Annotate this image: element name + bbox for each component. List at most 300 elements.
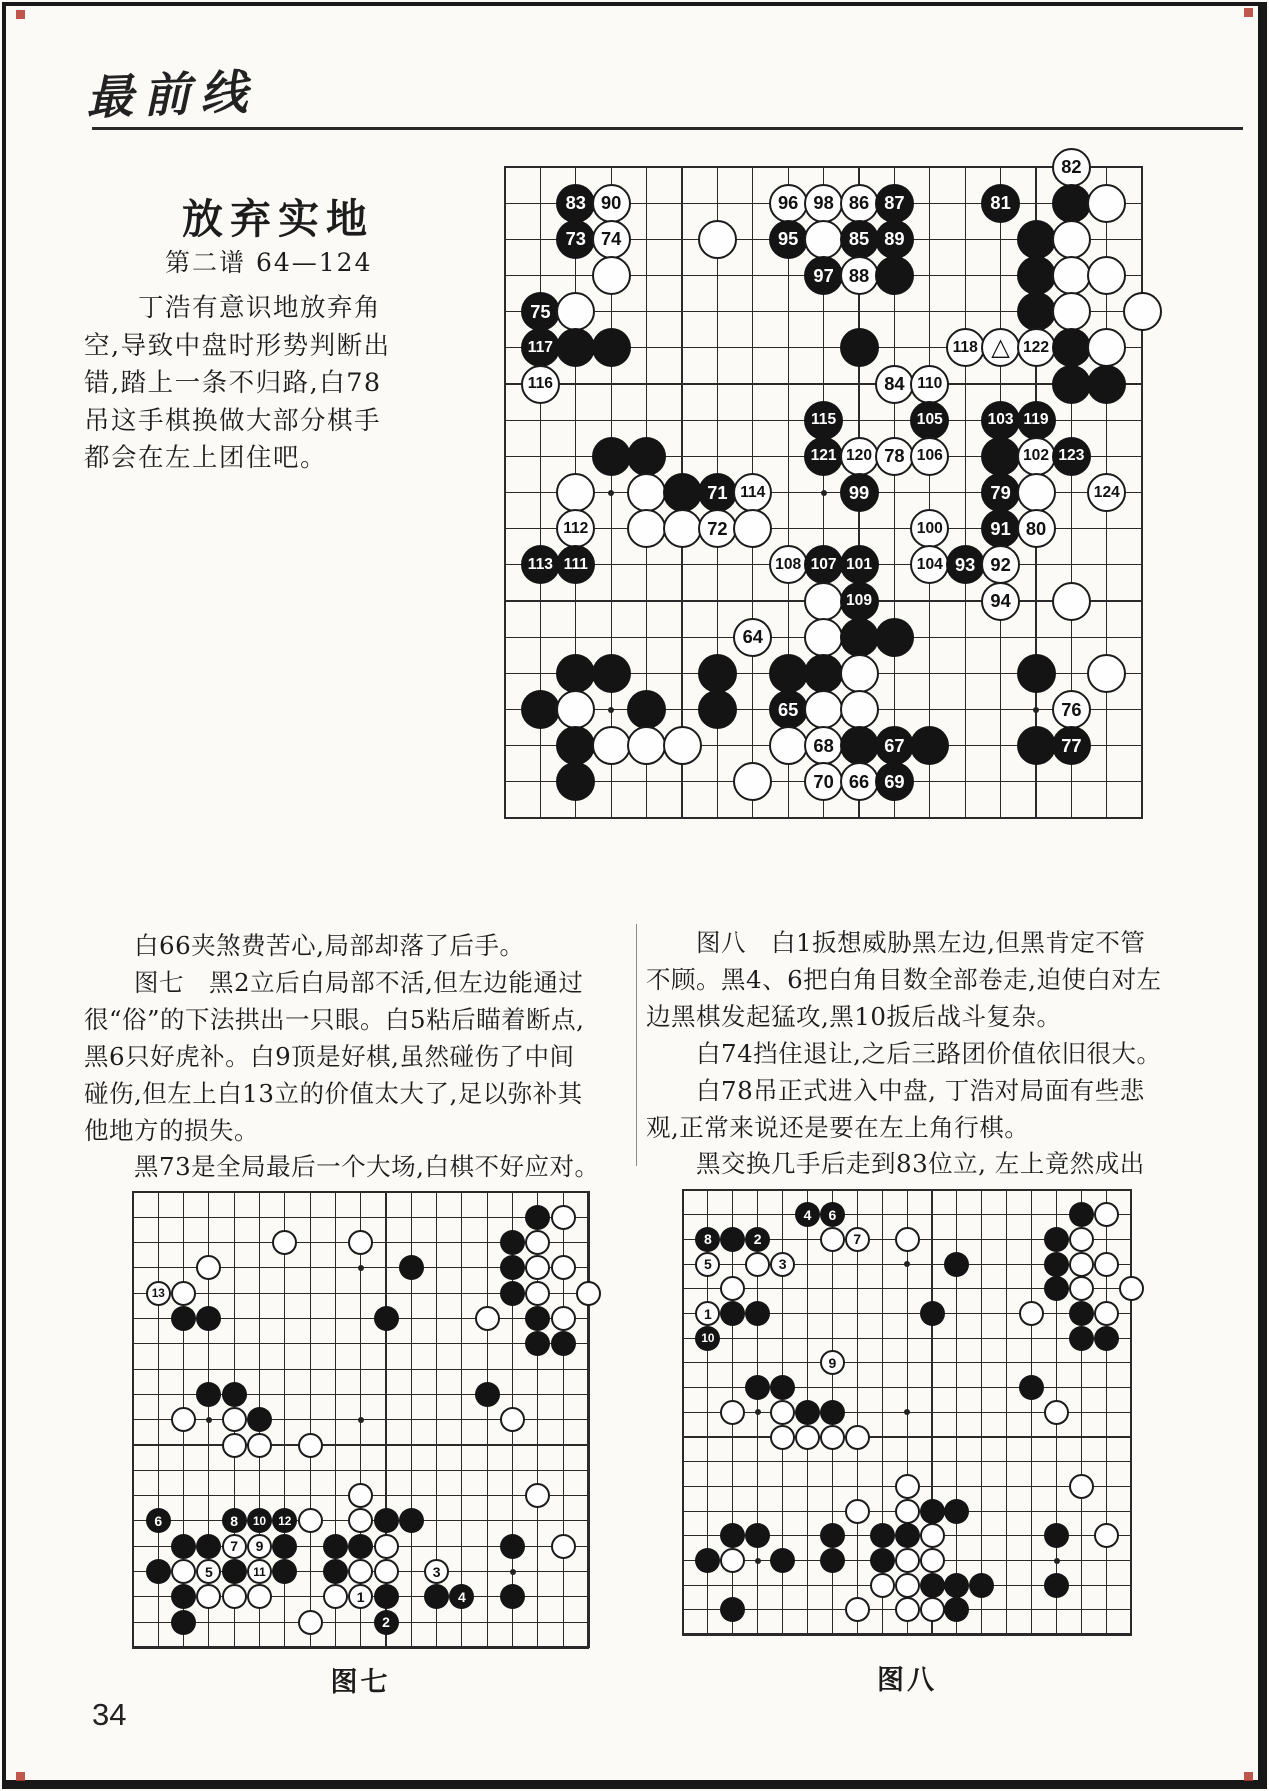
intro-line: 错,踏上一条不归路,白78 [84, 368, 382, 399]
white-stone-move-104: 104 [910, 545, 949, 584]
star-point [904, 1261, 910, 1267]
white-stone [247, 1433, 272, 1458]
board-grid-line [132, 1444, 589, 1445]
star-point [904, 1409, 910, 1415]
black-stone [500, 1255, 525, 1280]
white-stone [551, 1205, 576, 1230]
right-column-line: 白74挡住退让,之后三路团价值依旧很大。 [646, 1038, 1162, 1068]
black-stone [171, 1584, 196, 1609]
board-grid-line [132, 1343, 589, 1344]
black-stone-move-101: 101 [840, 545, 879, 584]
black-stone [399, 1508, 424, 1533]
white-stone [374, 1534, 399, 1559]
white-stone-move-90: 90 [592, 184, 631, 223]
white-stone-move-1: 1 [348, 1584, 373, 1609]
black-stone [525, 1205, 550, 1230]
white-stone [895, 1499, 920, 1524]
article-title: 放弃实地 [182, 195, 374, 243]
black-stone [804, 654, 843, 693]
black-stone [944, 1597, 969, 1622]
column-divider-rule [636, 924, 637, 1166]
white-stone-move-86: 86 [840, 184, 879, 223]
white-stone [1094, 1523, 1119, 1548]
white-stone [196, 1584, 221, 1609]
star-point [206, 1417, 212, 1423]
star-point [755, 1558, 761, 1564]
black-stone [500, 1584, 525, 1609]
white-stone [348, 1508, 373, 1533]
black-stone [870, 1523, 895, 1548]
white-stone-move-124: 124 [1087, 473, 1126, 512]
white-stone-move-92: 92 [981, 545, 1020, 584]
black-stone-move-93: 93 [946, 545, 985, 584]
white-stone-move-78: 78 [875, 437, 914, 476]
white-stone-move-64: 64 [733, 618, 772, 657]
black-stone [920, 1499, 945, 1524]
white-stone [845, 1597, 870, 1622]
white-stone [627, 509, 666, 548]
board-grid-line [682, 1436, 1132, 1437]
white-stone [1017, 473, 1056, 512]
white-stone-move-102: 102 [1017, 437, 1056, 476]
black-stone [698, 654, 737, 693]
white-stone-move-116: 116 [521, 365, 560, 404]
black-stone [1044, 1227, 1069, 1252]
white-stone [920, 1597, 945, 1622]
black-stone-move-91: 91 [981, 509, 1020, 548]
black-stone [820, 1523, 845, 1548]
white-stone-move-114: 114 [733, 473, 772, 512]
black-stone [698, 690, 737, 729]
black-stone-move-85: 85 [840, 220, 879, 259]
black-stone [399, 1255, 424, 1280]
black-stone [500, 1281, 525, 1306]
black-stone-move-89: 89 [875, 220, 914, 259]
black-stone-move-97: 97 [804, 256, 843, 295]
white-stone [804, 690, 843, 729]
white-stone [298, 1610, 323, 1635]
white-stone-move-80: 80 [1017, 509, 1056, 548]
black-stone [500, 1230, 525, 1255]
white-stone [920, 1548, 945, 1573]
black-stone [374, 1508, 399, 1533]
black-stone [820, 1548, 845, 1573]
black-stone-move-10: 10 [247, 1508, 272, 1533]
black-stone [272, 1534, 297, 1559]
black-stone-move-113: 113 [521, 545, 560, 584]
black-stone [720, 1597, 745, 1622]
white-stone-move-9: 9 [247, 1534, 272, 1559]
scan-corner-mark [16, 10, 25, 19]
black-stone [556, 654, 595, 693]
black-stone [1044, 1573, 1069, 1598]
black-stone [272, 1559, 297, 1584]
white-stone [525, 1281, 550, 1306]
left-column-line: 白66夹煞费苦心,局部却落了后手。 [84, 931, 525, 960]
black-stone [247, 1407, 272, 1432]
star-point [1054, 1558, 1060, 1564]
white-stone [1052, 256, 1091, 295]
white-stone [1094, 1301, 1119, 1326]
black-stone [944, 1573, 969, 1598]
black-stone [171, 1610, 196, 1635]
white-stone [804, 618, 843, 657]
white-stone-move-120: 120 [840, 437, 879, 476]
black-stone [1019, 1375, 1044, 1400]
board-grid-line [132, 1191, 589, 1194]
black-stone-move-67: 67 [875, 726, 914, 765]
black-stone [875, 618, 914, 657]
left-text-column [84, 928, 599, 1186]
board-grid-line [682, 1362, 1132, 1363]
black-stone [348, 1534, 373, 1559]
white-stone [795, 1425, 820, 1450]
black-stone [1017, 654, 1056, 693]
black-stone [374, 1584, 399, 1609]
white-stone [222, 1433, 247, 1458]
white-stone-move-△: △ [981, 328, 1020, 367]
black-stone-move-117: 117 [521, 328, 560, 367]
white-stone-move-112: 112 [556, 509, 595, 548]
white-stone-move-1: 1 [695, 1301, 720, 1326]
white-stone-move-72: 72 [698, 509, 737, 548]
black-stone [1087, 365, 1126, 404]
board-grid-line [132, 1470, 589, 1471]
white-stone-move-88: 88 [840, 256, 879, 295]
black-stone-move-79: 79 [981, 473, 1020, 512]
star-point [608, 490, 614, 496]
black-stone [695, 1548, 720, 1573]
board-grid-line [132, 1217, 589, 1218]
white-stone-move-3: 3 [770, 1252, 795, 1277]
black-stone [1052, 184, 1091, 223]
white-stone [870, 1573, 895, 1598]
white-stone [171, 1407, 196, 1432]
white-stone [171, 1559, 196, 1584]
white-stone-move-94: 94 [981, 582, 1020, 621]
black-stone [745, 1301, 770, 1326]
intro-line: 吊这手棋换做大部分棋手 [84, 405, 382, 436]
white-stone [298, 1508, 323, 1533]
white-stone [769, 726, 808, 765]
black-stone [592, 437, 631, 476]
white-stone [698, 220, 737, 259]
white-stone [1094, 1252, 1119, 1277]
black-stone [525, 1331, 550, 1356]
white-stone-move-76: 76 [1052, 690, 1091, 729]
black-stone-move-105: 105 [910, 401, 949, 440]
board-grid-line [504, 166, 1143, 169]
black-stone-move-73: 73 [556, 220, 595, 259]
white-stone [820, 1425, 845, 1450]
white-stone [298, 1433, 323, 1458]
black-stone [556, 762, 595, 801]
white-stone [1094, 1202, 1119, 1227]
black-stone [720, 1301, 745, 1326]
black-stone [323, 1559, 348, 1584]
white-stone [556, 292, 595, 331]
black-stone [1044, 1523, 1069, 1548]
white-stone [895, 1548, 920, 1573]
black-stone [424, 1584, 449, 1609]
black-stone [820, 1400, 845, 1425]
white-stone [720, 1276, 745, 1301]
star-point [358, 1417, 364, 1423]
black-stone [551, 1331, 576, 1356]
black-stone-move-2: 2 [374, 1610, 399, 1635]
board-grid-line [132, 1369, 589, 1370]
black-stone-move-69: 69 [875, 762, 914, 801]
masthead-rule [92, 127, 1243, 130]
black-stone [895, 1523, 920, 1548]
black-stone [745, 1523, 770, 1548]
black-stone [196, 1306, 221, 1331]
white-stone-move-82: 82 [1052, 148, 1091, 187]
white-stone [374, 1559, 399, 1584]
star-point [358, 1265, 364, 1271]
black-stone-move-109: 109 [840, 582, 879, 621]
black-stone [720, 1227, 745, 1252]
diagram-7-board [133, 1192, 588, 1647]
black-stone-move-83: 83 [556, 184, 595, 223]
board-grid-line [682, 1633, 1132, 1636]
star-point [821, 490, 827, 496]
board-grid-line [682, 1189, 1132, 1192]
black-stone [910, 726, 949, 765]
black-stone [840, 618, 879, 657]
white-stone-move-66: 66 [840, 762, 879, 801]
diagram-7-caption: 图七 [330, 1667, 391, 1698]
black-stone [196, 1534, 221, 1559]
white-stone [804, 582, 843, 621]
black-stone-move-75: 75 [521, 292, 560, 331]
star-point [608, 707, 614, 713]
right-column-line: 不顾。黑4、6把白角目数全部卷走,迫使白对左 [646, 964, 1162, 994]
white-stone [525, 1483, 550, 1508]
star-point [1033, 707, 1039, 713]
black-stone [840, 328, 879, 367]
black-stone [1069, 1202, 1094, 1227]
white-stone [895, 1597, 920, 1622]
white-stone [840, 690, 879, 729]
black-stone-move-4: 4 [449, 1584, 474, 1609]
article-subtitle: 第二谱 64—124 [165, 248, 373, 277]
black-stone [171, 1534, 196, 1559]
white-stone [745, 1252, 770, 1277]
white-stone [525, 1230, 550, 1255]
black-stone [374, 1306, 399, 1331]
white-stone [592, 726, 631, 765]
black-stone [627, 690, 666, 729]
black-stone [627, 437, 666, 476]
black-stone-move-121: 121 [804, 437, 843, 476]
white-stone [323, 1584, 348, 1609]
black-stone [770, 1548, 795, 1573]
black-stone [1094, 1326, 1119, 1351]
white-stone [171, 1281, 196, 1306]
black-stone-move-107: 107 [804, 545, 843, 584]
black-stone [795, 1400, 820, 1425]
diagram-8-board [683, 1190, 1131, 1635]
black-stone-move-103: 103 [981, 401, 1020, 440]
white-stone [222, 1584, 247, 1609]
white-stone [1087, 654, 1126, 693]
black-stone [521, 690, 560, 729]
masthead-calligraphy: 最前线 [85, 65, 259, 126]
white-stone [663, 509, 702, 548]
white-stone [845, 1499, 870, 1524]
board-grid-line [132, 1622, 589, 1623]
white-stone [247, 1584, 272, 1609]
white-stone [272, 1230, 297, 1255]
white-stone [1123, 292, 1162, 331]
black-stone-move-6: 6 [820, 1202, 845, 1227]
right-column-line: 边黑棋发起猛攻,黑10扳后战斗复杂。 [646, 1001, 1062, 1031]
black-stone-move-77: 77 [1052, 726, 1091, 765]
star-point [755, 1409, 761, 1415]
black-stone [475, 1382, 500, 1407]
black-stone-move-8: 8 [695, 1227, 720, 1252]
white-stone [627, 473, 666, 512]
white-stone [1052, 220, 1091, 259]
black-stone [1069, 1326, 1094, 1351]
black-stone [196, 1382, 221, 1407]
right-column-line: 图八 白1扳想威胁黑左边,但黑肯定不管 [646, 928, 1146, 957]
white-stone [556, 473, 595, 512]
right-text-column [646, 925, 1161, 1183]
black-stone [146, 1559, 171, 1584]
white-stone [895, 1573, 920, 1598]
black-stone [944, 1252, 969, 1277]
white-stone [733, 762, 772, 801]
page-number: 34 [92, 1697, 127, 1732]
white-stone-move-100: 100 [910, 509, 949, 548]
black-stone-move-119: 119 [1017, 401, 1056, 440]
white-stone-move-122: 122 [1017, 328, 1056, 367]
black-stone [875, 256, 914, 295]
white-stone [1052, 292, 1091, 331]
black-stone-move-115: 115 [804, 401, 843, 440]
black-stone-move-99: 99 [840, 473, 879, 512]
scan-corner-mark [1244, 1772, 1253, 1781]
black-stone-move-95: 95 [769, 220, 808, 259]
board-grid-line [504, 817, 1143, 820]
white-stone [1119, 1276, 1144, 1301]
white-stone [663, 726, 702, 765]
white-stone-move-5: 5 [695, 1252, 720, 1277]
black-stone-move-71: 71 [698, 473, 737, 512]
scan-corner-mark [1244, 8, 1253, 17]
black-stone [944, 1499, 969, 1524]
right-column-line: 黑交换几手后走到83位立, 左上竟然成出 [646, 1149, 1145, 1179]
black-stone [1017, 256, 1056, 295]
left-column-line: 他地方的损失。 [84, 1115, 259, 1145]
black-stone [920, 1573, 945, 1598]
black-stone [592, 654, 631, 693]
white-stone [1087, 184, 1126, 223]
black-stone [663, 473, 702, 512]
black-stone [920, 1301, 945, 1326]
star-point [510, 1569, 516, 1575]
left-column-line: 很“俗”的下法拱出一只眼。白5粘后瞄着断点, [84, 1004, 585, 1034]
scan-corner-mark [16, 1772, 25, 1781]
white-stone [196, 1255, 221, 1280]
white-stone [840, 654, 879, 693]
diagram-8-caption: 图八 [877, 1665, 937, 1696]
white-stone [920, 1523, 945, 1548]
white-stone [820, 1227, 845, 1252]
black-stone [840, 726, 879, 765]
black-stone [222, 1559, 247, 1584]
main-game-board [505, 156, 1142, 818]
white-stone [1069, 1474, 1094, 1499]
intro-line: 都会在左上团住吧。 [84, 443, 328, 474]
black-stone [1052, 365, 1091, 404]
black-stone-move-87: 87 [875, 184, 914, 223]
white-stone [222, 1407, 247, 1432]
black-stone [500, 1534, 525, 1559]
black-stone [745, 1375, 770, 1400]
white-stone-move-3: 3 [424, 1559, 449, 1584]
intro-paragraph [84, 290, 391, 478]
white-stone-move-9: 9 [820, 1350, 845, 1375]
black-stone [720, 1523, 745, 1548]
white-stone-move-110: 110 [910, 365, 949, 404]
board-grid-line [132, 1646, 589, 1649]
white-stone [1044, 1400, 1069, 1425]
right-column-line: 观,正常来说还是要在左上角行棋。 [646, 1112, 1030, 1142]
white-stone [895, 1474, 920, 1499]
white-stone [551, 1255, 576, 1280]
black-stone [1044, 1276, 1069, 1301]
white-stone [1069, 1252, 1094, 1277]
black-stone [222, 1382, 247, 1407]
white-stone [348, 1230, 373, 1255]
white-stone [525, 1255, 550, 1280]
white-stone [475, 1306, 500, 1331]
board-grid-line [682, 1461, 1132, 1462]
white-stone [804, 220, 843, 259]
white-stone [556, 690, 595, 729]
white-stone [1069, 1227, 1094, 1252]
black-stone-move-123: 123 [1052, 437, 1091, 476]
white-stone-move-70: 70 [804, 762, 843, 801]
black-stone-move-81: 81 [981, 184, 1020, 223]
white-stone-move-108: 108 [769, 545, 808, 584]
board-grid-line [682, 1338, 1132, 1339]
black-stone-move-10: 10 [695, 1326, 720, 1351]
white-stone [1087, 256, 1126, 295]
white-stone [500, 1407, 525, 1432]
white-stone-move-84: 84 [875, 365, 914, 404]
black-stone-move-2: 2 [745, 1227, 770, 1252]
intro-line: 空,导致中盘时形势判断出 [84, 330, 391, 361]
white-stone [1087, 328, 1126, 367]
white-stone [720, 1548, 745, 1573]
white-stone [1069, 1276, 1094, 1301]
left-column-line: 碰伤,但左上白13立的价值太大了,足以弥补其 [84, 1078, 583, 1108]
black-stone [323, 1534, 348, 1559]
left-column-line: 图七 黑2立后白局部不活,但左边能通过 [84, 967, 584, 997]
white-stone [627, 726, 666, 765]
white-stone [592, 256, 631, 295]
intro-line: 丁浩有意识地放弃角 [84, 293, 382, 323]
black-stone [1044, 1252, 1069, 1277]
white-stone-move-7: 7 [845, 1227, 870, 1252]
black-stone [1052, 328, 1091, 367]
black-stone [525, 1306, 550, 1331]
right-column-line: 白78吊正式进入中盘, 丁浩对局面有些悲 [646, 1075, 1145, 1105]
